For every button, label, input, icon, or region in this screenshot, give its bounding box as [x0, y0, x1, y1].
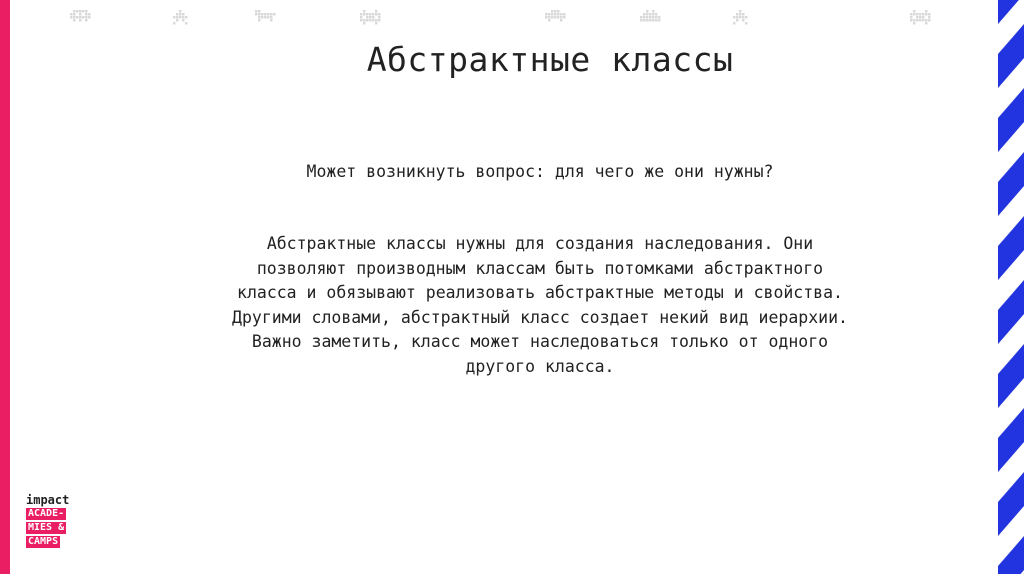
- pixel-rocket-icon: [733, 10, 748, 25]
- paragraph-line: Важно заметить, класс может наследоваться только от одного: [251, 332, 829, 351]
- logo-line: MIES &: [28, 522, 65, 533]
- logo-line: CAMPS: [28, 536, 59, 547]
- stripe: [998, 88, 1024, 152]
- logo-top-word: impact: [26, 493, 70, 507]
- logo-line: ACADE-: [28, 508, 65, 519]
- pixel-invader-icon: [360, 10, 381, 25]
- question-text: Может возникнуть вопрос: для чего же они нужны?: [306, 162, 774, 181]
- stripe: [998, 0, 1024, 24]
- stripe: [998, 280, 1024, 344]
- impact-academies-logo: [26, 494, 69, 550]
- pixel-car-icon: [545, 10, 566, 22]
- pixel-invader-icon: [910, 10, 931, 25]
- stripe: [998, 152, 1024, 216]
- body-paragraph: [140, 232, 940, 379]
- paragraph-line: класса и обязывают реализовать абстрактные методы и свойства.: [237, 283, 843, 302]
- decorative-pixel-icons: [70, 6, 970, 40]
- paragraph-line: Абстрактные классы нужны для создания наследования. Они: [266, 234, 814, 253]
- left-accent-bar: [0, 0, 10, 574]
- stripe: [998, 344, 1024, 408]
- paragraph-line: другого класса.: [465, 356, 615, 376]
- pixel-robot-icon: [70, 10, 91, 22]
- right-stripe-border: [998, 0, 1024, 574]
- pixel-bird-icon: [255, 10, 276, 22]
- stripe: [998, 536, 1024, 574]
- stripe: [998, 408, 1024, 472]
- slide-title: Абстрактные классы: [366, 40, 734, 79]
- pixel-cake-icon: [640, 10, 661, 22]
- paragraph-line: Другими словами, абстрактный класс создает некий вид иерархии.: [232, 307, 848, 327]
- stripe: [998, 472, 1024, 536]
- pixel-rocket-icon: [173, 10, 188, 25]
- stripe: [998, 216, 1024, 280]
- paragraph-line: позволяют производным классам быть потомками абстрактного: [256, 258, 824, 278]
